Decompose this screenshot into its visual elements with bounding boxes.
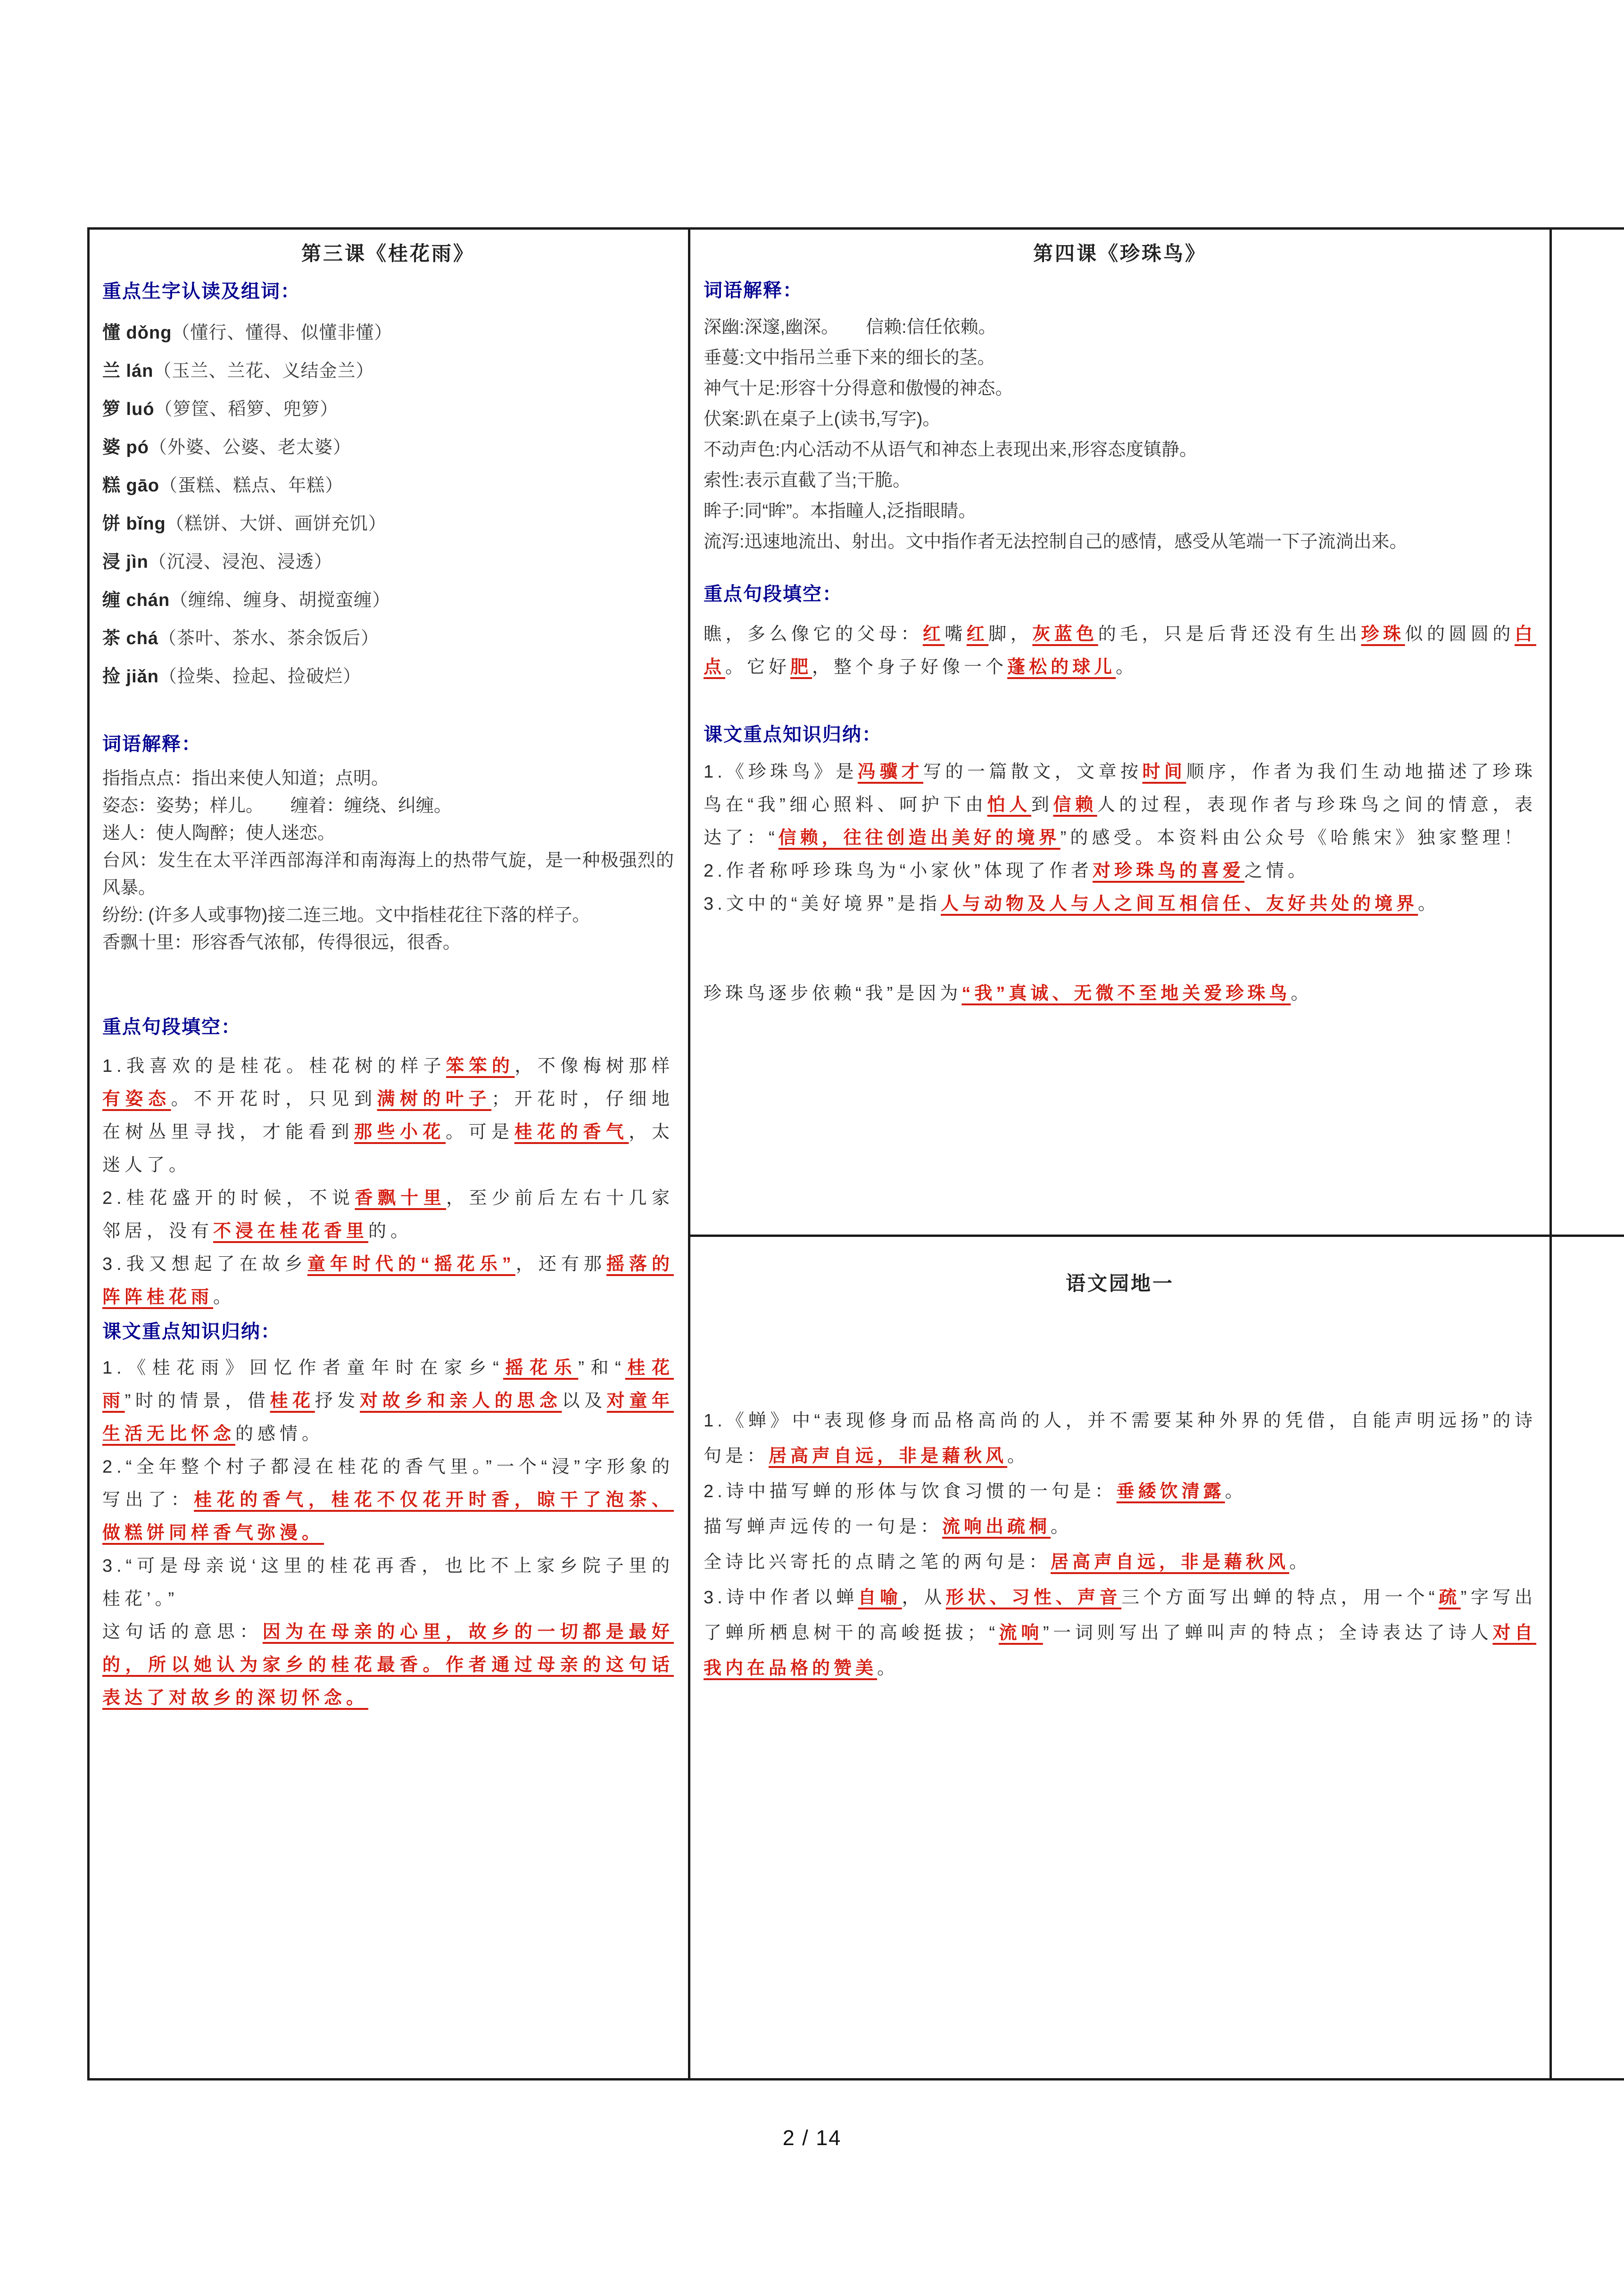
highlighted-answer: 冯骥才 <box>857 762 924 782</box>
highlighted-answer: 红 <box>966 624 989 644</box>
highlighted-answer: 对珍珠鸟的喜爱 <box>1093 861 1245 881</box>
highlighted-answer: 桂花 <box>270 1391 315 1411</box>
table-column-divider-1 <box>688 227 690 2080</box>
garden-title: 语文园地一 <box>1065 1272 1174 1294</box>
paragraph: 1.我喜欢的是桂花。桂花树的样子笨笨的，不像梅树那样有姿态。不开花时，只见到满树的叶子；开花时，仔细地在树丛里寻找，才能看到那些小花。可是桂花的香气，太迷人了。 <box>102 1056 674 1175</box>
table-row-divider <box>688 1235 1624 1237</box>
highlighted-answer: 疏 <box>1438 1588 1461 1608</box>
highlighted-answer: 垂緌饮清露 <box>1116 1482 1225 1501</box>
word-entry: 糕 gāo（蛋糕、糕点、年糕） <box>102 476 344 496</box>
definition: 眸子:同“眸”。本指瞳人,泛指眼睛。 <box>704 501 977 521</box>
highlighted-answer: 红 <box>922 624 945 644</box>
paragraph: 3.文中的“美好境界”是指人与动物及人与人之间互相信任、友好共处的境界。 <box>704 894 1440 914</box>
word-entry: 茶 chá（茶叶、茶水、茶余饭后） <box>102 629 380 648</box>
section-heading-words: 重点生字认读及组词： <box>102 281 300 302</box>
highlighted-answer: 摇花乐 <box>503 1358 579 1378</box>
definition: 深幽:深邃,幽深。 信赖:信任依赖。 <box>704 317 996 337</box>
section-heading-definitions: 词语解释： <box>102 734 201 754</box>
word-entry: 浸 jìn（沉浸、浸泡、浸透） <box>102 552 332 572</box>
paragraph: 2.作者称呼珍珠鸟为“小家伙”体现了作者对珍珠鸟的喜爱之情。 <box>704 861 1310 881</box>
paragraph: 描写蝉声远传的一句是：流响出疏桐。 <box>704 1517 1073 1537</box>
highlighted-answer: 满树的叶子 <box>377 1089 492 1109</box>
word-entry: 婆 pó（外婆、公婆、老太婆） <box>102 438 351 457</box>
paragraph: 2.“全年整个村子都浸在桂花的香气里。”一个“浸”字形象的写出了：桂花的香气，桂花不仅花开时香，晾干了泡茶、做糕饼同样香气弥漫。 <box>102 1457 674 1543</box>
section-heading-definitions: 词语解释： <box>704 280 803 301</box>
word-entry: 捡 jiǎn（捡柴、捡起、捡破烂） <box>102 667 362 687</box>
highlighted-answer: 珍珠 <box>1361 624 1405 644</box>
lesson3-title: 第三课《桂花雨》 <box>301 242 475 265</box>
highlighted-answer: 笨笨的 <box>446 1056 515 1076</box>
paragraph: 3.我又想起了在故乡童年时代的“摇花乐”，还有那摇落的阵阵桂花雨。 <box>102 1254 674 1307</box>
paragraph: 2.桂花盛开的时候，不说香飘十里，至少前后左右十几家邻居，没有不浸在桂花香里的。 <box>102 1188 674 1241</box>
definition: 姿态：姿势；样儿。 缠着：缠绕、纠缠。 <box>102 796 452 816</box>
word-entry: 饼 bǐng（糕饼、大饼、画饼充饥） <box>102 514 387 534</box>
paragraph: 2.诗中描写蝉的形体与饮食习惯的一句是：垂緌饮清露。 <box>704 1482 1247 1501</box>
highlighted-answer: 形状、习性、声音 <box>945 1588 1122 1608</box>
definition: 台风：发生在太平洋西部海洋和南海海上的热带气旋，是一种极强烈的风暴。 <box>102 851 674 898</box>
highlighted-answer: 有姿态 <box>102 1089 171 1109</box>
highlighted-answer: “我”真诚、无微不至地关爱珍珠鸟 <box>961 984 1291 1003</box>
lesson4-cell <box>704 236 1536 1010</box>
highlighted-answer: 童年时代的“摇花乐” <box>307 1254 515 1274</box>
highlighted-answer: 因为在母亲的心里，故乡的一切都是最好的，所以她认为家乡的桂花最香。作者通过母亲的这句话表达了对故乡的深切怀念。 <box>102 1622 674 1708</box>
definition: 纷纷: (许多人或事物)接二连三地。文中指桂花往下落的样子。 <box>102 905 590 925</box>
highlighted-answer: 桂花的香气，桂花不仅花开时香，晾干了泡茶、做糕饼同样香气弥漫。 <box>102 1490 674 1543</box>
section-heading-fill: 重点句段填空： <box>704 584 842 605</box>
highlighted-answer: 对故乡和亲人的思念 <box>360 1391 562 1411</box>
definition: 指指点点：指出来使人知道；点明。 <box>102 769 389 788</box>
paragraph: 1.《蝉》中“表现修身而品格高尚的人，并不需要某种外界的凭借，自能声明远扬”的诗句是：居高声自远，非是藉秋风。 <box>704 1411 1536 1466</box>
paragraph: 1.《桂花雨》回忆作者童年时在家乡“摇花乐”和“桂花雨”时的情景，借桂花抒发对故乡和亲人的思念以及对童年生活无比怀念的感情。 <box>102 1358 674 1444</box>
garden-cell <box>704 1266 1536 1686</box>
paragraph: 3.“可是母亲说‘这里的桂花再香，也比不上家乡院子里的桂花’。” <box>102 1556 674 1609</box>
highlighted-answer: 自喻 <box>858 1588 902 1608</box>
highlighted-answer: 对自我内在品格的赞美 <box>704 1623 1536 1678</box>
highlighted-answer: 不浸在桂花香里 <box>213 1221 369 1241</box>
highlighted-answer: 灰蓝色 <box>1032 624 1098 644</box>
highlighted-answer: 那些小花 <box>354 1122 446 1142</box>
paragraph: 1.《珍珠鸟》是冯骥才写的一篇散文，文章按时间顺序，作者为我们生动地描述了珍珠鸟在“我”细心照料、呵护下由怕人到信赖人的过程，表现作者与珍珠鸟之间的情意，表达了：“信赖，往往创造出美好的境界”的感受。本资料由公众号《哈熊宋》独家整理！ <box>704 762 1536 848</box>
definition: 垂蔓:文中指吊兰垂下来的细长的茎。 <box>704 348 995 368</box>
highlighted-answer: 肥 <box>790 657 812 677</box>
highlighted-answer: 对童年生活无比怀念 <box>102 1391 674 1444</box>
paragraph: 3.诗中作者以蝉自喻，从形状、习性、声音三个方面写出蝉的特点，用一个“疏”字写出了蝉所栖息树干的高峻挺拔；“流响”一词则写出了蝉叫声的特点；全诗表达了诗人对自我内在品格的赞美。 <box>704 1588 1536 1678</box>
definition: 迷人：使人陶醉；使人迷恋。 <box>102 823 336 843</box>
highlighted-answer: 蓬松的球儿 <box>1007 657 1116 677</box>
section-heading-notes: 课文重点知识归纳： <box>704 724 882 745</box>
word-entry: 懂 dǒng（懂行、懂得、似懂非懂） <box>102 323 393 343</box>
lesson4-title: 第四课《珍珠鸟》 <box>1033 242 1207 265</box>
highlighted-answer: 流响 <box>999 1623 1043 1643</box>
word-entry: 缠 chán（缠绵、缠身、胡搅蛮缠） <box>102 590 391 610</box>
highlighted-answer: 白点 <box>704 624 1536 677</box>
definition: 索性:表示直截了当;干脆。 <box>704 471 911 490</box>
definition: 伏案:趴在桌子上(读书,写字)。 <box>704 409 941 429</box>
paragraph: 瞧，多么像它的父母：红嘴红脚，灰蓝色的毛，只是后背还没有生出珍珠似的圆圆的白点。它好肥，整个身子好像一个蓬松的球儿。 <box>704 624 1536 677</box>
highlighted-answer: 桂花的香气 <box>514 1122 629 1142</box>
page-number: 2 / 14 <box>782 2126 842 2150</box>
highlighted-answer: 时间 <box>1142 762 1186 782</box>
section-heading-notes: 课文重点知识归纳： <box>102 1321 281 1342</box>
paragraph: 珍珠鸟逐步依赖“我”是因为“我”真诚、无微不至地关爱珍珠鸟。 <box>704 984 1313 1003</box>
word-entry: 兰 lán（玉兰、兰花、义结金兰） <box>102 361 374 381</box>
highlighted-answer: 香飘十里 <box>355 1188 447 1208</box>
definition: 不动声色:内心活动不从语气和神态上表现出来,形容态度镇静。 <box>704 440 1198 460</box>
paragraph: 这句话的意思：因为在母亲的心里，故乡的一切都是最好的，所以她认为家乡的桂花最香。作者通过母亲的这句话表达了对故乡的深切怀念。 <box>102 1622 674 1708</box>
highlighted-answer: 桂花雨 <box>102 1358 674 1411</box>
highlighted-answer: 信赖 <box>1053 795 1097 815</box>
section-heading-fill: 重点句段填空： <box>102 1017 241 1037</box>
paragraph: 全诗比兴寄托的点睛之笔的两句是：居高声自远，非是藉秋风。 <box>704 1552 1311 1572</box>
definition: 香飘十里：形容香气浓郁，传得很远，很香。 <box>102 933 461 953</box>
highlighted-answer: 摇落的阵阵桂花雨 <box>102 1254 674 1307</box>
lesson3-cell <box>102 236 674 1715</box>
table-column-divider-2 <box>1549 227 1552 2080</box>
definition: 流泻:迅速地流出、射出。文中指作者无法控制自己的感情，感受从笔端一下子流淌出来。 <box>704 532 1408 552</box>
definition: 神气十足:形容十分得意和傲慢的神态。 <box>704 379 1013 398</box>
highlighted-answer: 居高声自远，非是藉秋风 <box>769 1446 1008 1466</box>
highlighted-answer: 居高声自远，非是藉秋风 <box>1051 1552 1290 1572</box>
word-entry: 箩 luó（箩筐、稻箩、兜箩） <box>102 399 339 419</box>
highlighted-answer: 人与动物及人与人之间互相信任、友好共处的境界 <box>941 894 1418 914</box>
highlighted-answer: 怕人 <box>987 795 1031 815</box>
highlighted-answer: 流响出疏桐 <box>942 1517 1051 1537</box>
highlighted-answer: 信赖，往往创造出美好的境界 <box>778 828 1061 848</box>
